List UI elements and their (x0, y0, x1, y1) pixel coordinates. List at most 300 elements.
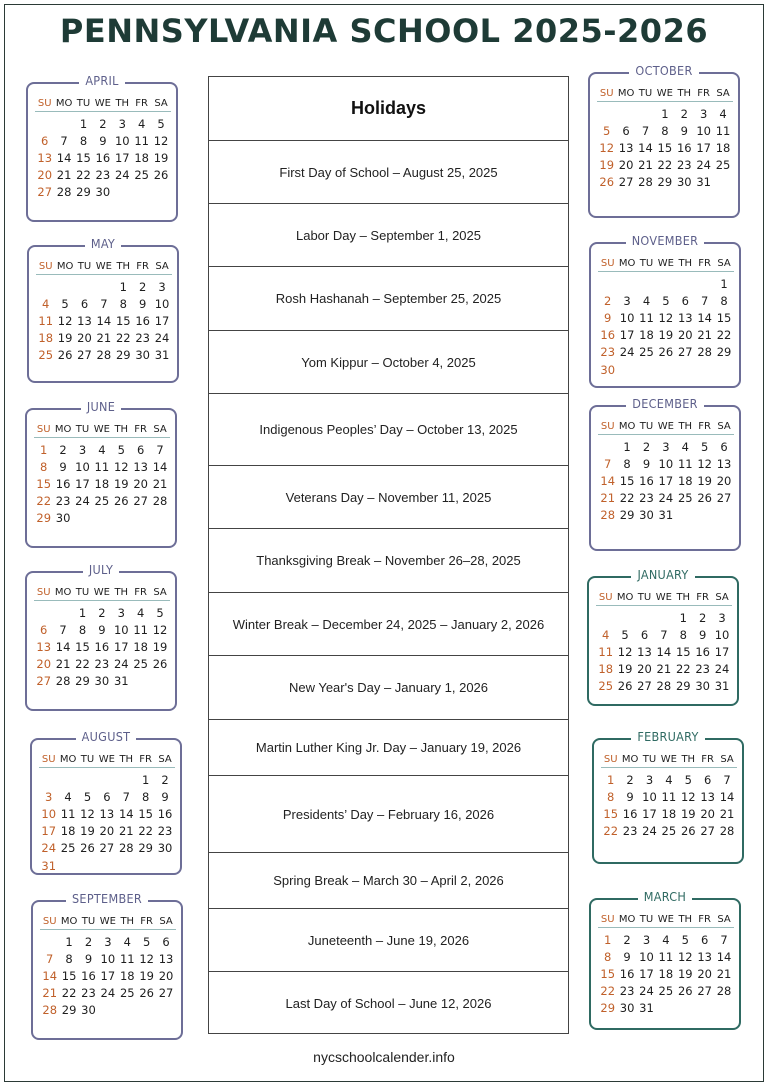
day-cell: 4 (665, 772, 673, 787)
holiday-row: Juneteenth – June 19, 2026 (209, 909, 568, 972)
calendar-grid (35, 96, 171, 201)
day-cell: 19 (139, 968, 154, 983)
week-row (39, 823, 175, 840)
weekday-header-row (598, 256, 734, 272)
day-cell: 17 (114, 150, 130, 165)
weekday-header: SA (717, 258, 731, 269)
day-cell: 16 (157, 806, 173, 821)
weekday-header: TH (678, 914, 693, 925)
holiday-row: Winter Break – December 24, 2025 – January 2, 2026 (209, 593, 568, 656)
week-row (601, 823, 737, 840)
day-cell: 1 (604, 932, 612, 947)
weekday-header: TU (639, 421, 654, 432)
day-cell: 2 (98, 605, 106, 620)
day-cell: 21 (656, 662, 672, 677)
week-row (34, 656, 170, 673)
day-cell: 25 (133, 657, 148, 672)
day-cell: 1 (679, 610, 687, 625)
day-cell: 21 (716, 966, 732, 981)
day-cell: 17 (154, 313, 170, 328)
day-cell: 11 (677, 456, 693, 471)
week-row (35, 184, 171, 201)
day-cell: 6 (80, 296, 89, 311)
weekday-header: MO (60, 916, 78, 927)
day-cell: 5 (621, 627, 629, 642)
month-name-label: MAY (85, 236, 121, 251)
day-cell: 19 (677, 966, 693, 981)
weekday-header: SA (153, 424, 167, 435)
day-cell: 23 (639, 491, 654, 506)
day-cell: 15 (138, 806, 153, 821)
calendar-grid (598, 256, 734, 378)
week-row (598, 1000, 734, 1017)
day-cell: 11 (715, 123, 731, 138)
weekday-header: WE (98, 754, 115, 765)
day-cell: 22 (603, 824, 619, 839)
day-cell: 30 (600, 362, 616, 377)
day-cell: 8 (607, 789, 615, 804)
day-cell: 7 (59, 622, 67, 637)
day-cell: 4 (136, 605, 145, 620)
day-cell: 8 (661, 123, 669, 138)
day-cell: 17 (639, 966, 654, 981)
day-cell: 19 (113, 476, 129, 491)
calendar-grid (598, 419, 734, 524)
week-row (601, 788, 737, 805)
week-row (598, 275, 734, 292)
week-row (596, 661, 732, 678)
day-cell: 8 (604, 949, 612, 964)
week-row (598, 327, 734, 344)
day-cell: 4 (42, 296, 50, 311)
day-cell: 24 (100, 986, 116, 1001)
day-cell: 4 (123, 934, 131, 949)
day-cell: 6 (681, 293, 689, 308)
day-cell: 5 (156, 605, 164, 620)
week-row (36, 278, 172, 295)
day-cell: 14 (56, 150, 72, 165)
day-cell: 19 (617, 662, 633, 677)
weekday-header: SU (599, 88, 614, 99)
weekday-header-row (597, 86, 733, 102)
day-cell: 5 (83, 789, 92, 804)
day-cell: 9 (84, 951, 93, 966)
holiday-row: Yom Kippur – October 4, 2025 (209, 331, 568, 394)
day-cell: 13 (133, 459, 148, 474)
month-name (27, 399, 175, 414)
day-cell: 15 (657, 140, 673, 155)
day-cell: 28 (55, 674, 71, 689)
day-cell: 29 (675, 679, 691, 694)
week-row (597, 157, 733, 174)
day-cell: 7 (156, 442, 164, 457)
day-cell: 5 (603, 123, 611, 138)
day-cell: 23 (95, 168, 111, 183)
weekday-header: TU (80, 754, 95, 765)
day-cell: 18 (94, 476, 110, 491)
day-cell: 9 (98, 622, 106, 637)
weekday-header: SU (598, 592, 613, 603)
month-name (32, 729, 180, 744)
week-row (35, 132, 171, 149)
calendar-grid (598, 912, 734, 1017)
day-cell: 19 (658, 328, 674, 343)
day-cell: 28 (638, 175, 653, 190)
week-row (36, 312, 172, 329)
day-cell: 27 (637, 679, 652, 694)
day-cell: 3 (117, 605, 125, 620)
day-cell: 22 (619, 491, 635, 506)
day-cell: 4 (137, 116, 146, 131)
weekday-header: WE (93, 424, 110, 435)
week-row (598, 983, 734, 1000)
weekday-header: WE (94, 98, 111, 109)
week-row (36, 330, 172, 347)
day-cell: 29 (138, 841, 153, 856)
day-cell: 18 (677, 473, 693, 488)
month-name-label: DECEMBER (626, 396, 703, 411)
day-cell: 30 (55, 511, 71, 526)
day-cell: 3 (642, 932, 651, 947)
calendar-grid (36, 259, 172, 364)
day-cell: 27 (77, 348, 92, 363)
day-cell: 5 (61, 296, 69, 311)
day-cell: 21 (719, 806, 735, 821)
weekday-header: SA (717, 914, 731, 925)
day-cell: 19 (153, 150, 169, 165)
week-row (597, 122, 733, 139)
month-calendar-november (589, 233, 741, 388)
day-cell: 14 (656, 644, 672, 659)
calendar-grid (39, 752, 175, 874)
day-cell: 10 (639, 949, 654, 964)
week-row (598, 309, 734, 326)
day-cell: 10 (100, 951, 116, 966)
weekday-header: TH (681, 754, 696, 765)
day-cell: 8 (78, 622, 87, 637)
week-row (598, 931, 734, 948)
day-cell: 11 (133, 622, 148, 637)
day-cell: 21 (55, 657, 71, 672)
weekday-header: WE (655, 592, 672, 603)
weekday-header: SA (154, 98, 168, 109)
day-cell: 29 (716, 345, 732, 360)
week-row (39, 771, 175, 788)
month-name-label: NOVEMBER (626, 233, 705, 248)
day-cell: 31 (714, 679, 730, 694)
month-calendar-october (588, 63, 740, 218)
day-cell: 8 (141, 789, 150, 804)
week-row (596, 626, 732, 643)
weekday-header: MO (618, 258, 636, 269)
day-cell: 14 (96, 313, 112, 328)
day-cell: 23 (619, 984, 635, 999)
day-cell: 12 (113, 459, 129, 474)
holiday-row: Rosh Hashanah – September 25, 2025 (209, 267, 568, 331)
day-cell: 28 (42, 1003, 58, 1018)
day-cell: 18 (38, 331, 54, 346)
day-cell: 30 (157, 841, 173, 856)
weekday-header: WE (93, 587, 110, 598)
weekday-header: FR (140, 916, 153, 927)
week-row (596, 678, 732, 695)
day-cell: 10 (113, 622, 129, 637)
day-cell: 20 (637, 662, 652, 677)
weekday-header: TU (81, 916, 96, 927)
day-cell: 20 (716, 473, 732, 488)
day-cell: 15 (61, 968, 77, 983)
day-cell: 15 (716, 310, 732, 325)
day-cell: 14 (697, 310, 712, 325)
weekday-header-row (601, 752, 737, 768)
weekday-header: WE (99, 916, 116, 927)
day-cell: 11 (639, 310, 654, 325)
day-cell: 6 (720, 439, 728, 454)
day-cell: 8 (119, 296, 127, 311)
weekday-header-row (34, 422, 170, 438)
weekday-header: SA (715, 592, 729, 603)
weekday-header: TH (678, 421, 693, 432)
weekday-header-row (36, 259, 172, 275)
week-row (601, 771, 737, 788)
day-cell: 3 (718, 610, 726, 625)
day-cell: 15 (619, 473, 635, 488)
holiday-row: Spring Break – March 30 – April 2, 2026 (209, 853, 568, 909)
holiday-row: Veterans Day – November 11, 2025 (209, 466, 568, 529)
weekday-header: MO (617, 88, 635, 99)
day-cell: 25 (94, 494, 110, 509)
weekday-header: TH (114, 587, 129, 598)
day-cell: 7 (720, 932, 728, 947)
day-cell: 31 (154, 348, 170, 363)
weekday-header: MO (56, 261, 74, 272)
weekday-header: TH (677, 88, 692, 99)
week-row (598, 965, 734, 982)
day-cell: 27 (700, 824, 715, 839)
month-name (33, 891, 181, 906)
month-name (591, 396, 739, 411)
holiday-row: First Day of School – August 25, 2025 (209, 141, 568, 204)
weekday-header: SA (158, 754, 172, 765)
day-cell: 29 (76, 185, 91, 200)
day-cell: 2 (642, 439, 651, 454)
day-cell: 9 (623, 949, 631, 964)
weekday-header: SU (37, 98, 52, 109)
day-cell: 1 (141, 772, 150, 787)
calendar-grid (34, 585, 170, 690)
month-name (27, 562, 175, 577)
weekday-header: TU (76, 98, 91, 109)
day-cell: 5 (157, 116, 165, 131)
month-calendar-june (25, 399, 177, 548)
day-cell: 9 (626, 789, 634, 804)
weekday-header: FR (696, 592, 709, 603)
day-cell: 23 (157, 824, 173, 839)
weekday-header: FR (134, 587, 147, 598)
day-cell: 6 (700, 932, 709, 947)
day-cell: 4 (98, 442, 106, 457)
day-cell: 20 (37, 168, 53, 183)
day-cell: 13 (618, 140, 634, 155)
weekday-header: FR (701, 754, 714, 765)
day-cell: 6 (640, 627, 649, 642)
weekday-header: FR (135, 98, 148, 109)
weekday-header: TH (120, 916, 135, 927)
weekday-header: SU (41, 754, 56, 765)
weekday-header-row (34, 585, 170, 601)
day-cell: 10 (154, 296, 170, 311)
day-cell: 27 (697, 984, 712, 999)
day-cell: 11 (119, 951, 135, 966)
day-cell: 1 (720, 276, 728, 291)
day-cell: 31 (113, 674, 129, 689)
weekday-header: SU (600, 914, 615, 925)
month-name-label: FEBRUARY (631, 729, 704, 744)
day-cell: 17 (41, 824, 57, 839)
day-cell: 24 (639, 984, 654, 999)
weekday-header: FR (139, 754, 152, 765)
day-cell: 16 (676, 140, 692, 155)
weekday-header: TH (115, 98, 130, 109)
day-cell: 4 (681, 439, 689, 454)
day-cell: 5 (700, 439, 709, 454)
week-row (597, 139, 733, 156)
week-row (40, 950, 176, 967)
day-cell: 27 (677, 345, 693, 360)
month-name-label: OCTOBER (629, 63, 698, 78)
day-cell: 4 (64, 789, 72, 804)
day-cell: 9 (698, 627, 707, 642)
day-cell: 18 (60, 824, 76, 839)
day-cell: 1 (661, 106, 669, 121)
day-cell: 7 (100, 296, 108, 311)
day-cell: 26 (80, 841, 95, 856)
week-row (598, 361, 734, 378)
day-cell: 7 (660, 627, 668, 642)
day-cell: 8 (720, 293, 728, 308)
day-cell: 25 (639, 345, 654, 360)
day-cell: 15 (115, 313, 131, 328)
holiday-row: Labor Day – September 1, 2025 (209, 204, 568, 267)
week-row (40, 933, 176, 950)
day-cell: 18 (133, 639, 148, 654)
day-cell: 1 (40, 442, 48, 457)
month-calendar-march (589, 889, 741, 1030)
weekday-header: WE (660, 754, 677, 765)
week-row (598, 455, 734, 472)
weekday-header: WE (657, 914, 674, 925)
day-cell: 25 (38, 348, 54, 363)
day-cell: 17 (75, 476, 90, 491)
day-cell: 27 (133, 494, 148, 509)
day-cell: 7 (60, 133, 68, 148)
week-row (35, 167, 171, 184)
day-cell: 19 (697, 473, 712, 488)
day-cell: 29 (619, 508, 635, 523)
weekday-header-row (39, 752, 175, 768)
calendar-grid (34, 422, 170, 527)
day-cell: 27 (716, 491, 732, 506)
week-row (596, 609, 732, 626)
month-calendar-december (589, 396, 741, 551)
day-cell: 15 (675, 644, 691, 659)
weekday-header: SA (720, 754, 734, 765)
day-cell: 22 (61, 986, 77, 1001)
weekday-header: WE (657, 258, 674, 269)
day-cell: 1 (607, 772, 615, 787)
day-cell: 7 (700, 293, 709, 308)
day-cell: 7 (723, 772, 731, 787)
day-cell: 13 (77, 313, 92, 328)
weekday-header: TH (676, 592, 691, 603)
day-cell: 14 (600, 473, 616, 488)
holiday-row: Indigenous Peoples’ Day – October 13, 2025 (209, 394, 568, 466)
day-cell: 23 (600, 345, 616, 360)
day-cell: 6 (162, 934, 170, 949)
day-cell: 20 (677, 328, 693, 343)
day-cell: 31 (658, 508, 674, 523)
day-cell: 2 (161, 772, 169, 787)
weekday-header: TU (639, 914, 654, 925)
month-calendar-july (25, 562, 177, 711)
weekday-header: FR (697, 88, 710, 99)
day-cell: 14 (152, 459, 168, 474)
day-cell: 21 (118, 824, 134, 839)
week-row (598, 948, 734, 965)
weekday-header: SU (600, 421, 615, 432)
weekday-header: SU (36, 587, 51, 598)
day-cell: 13 (677, 310, 693, 325)
day-cell: 26 (680, 824, 696, 839)
week-row (36, 295, 172, 312)
month-name-label: SEPTEMBER (66, 891, 148, 906)
day-cell: 24 (113, 657, 129, 672)
day-cell: 26 (153, 168, 169, 183)
week-row (597, 105, 733, 122)
day-cell: 16 (600, 328, 616, 343)
day-cell: 28 (152, 494, 168, 509)
day-cell: 24 (154, 331, 170, 346)
day-cell: 12 (658, 310, 674, 325)
month-name-label: MARCH (638, 889, 692, 904)
day-cell: 10 (619, 310, 635, 325)
day-cell: 18 (658, 966, 674, 981)
day-cell: 12 (152, 622, 168, 637)
day-cell: 3 (78, 442, 87, 457)
day-cell: 14 (118, 806, 134, 821)
day-cell: 25 (661, 824, 677, 839)
day-cell: 12 (617, 644, 633, 659)
day-cell: 23 (676, 158, 692, 173)
weekday-header: MO (59, 754, 77, 765)
day-cell: 11 (598, 644, 614, 659)
day-cell: 26 (599, 175, 615, 190)
day-cell: 7 (46, 951, 54, 966)
week-row (598, 344, 734, 361)
day-cell: 12 (80, 806, 95, 821)
day-cell: 12 (153, 133, 169, 148)
day-cell: 29 (36, 511, 52, 526)
month-name (590, 63, 738, 78)
day-cell: 5 (117, 442, 125, 457)
month-calendar-september (31, 891, 183, 1040)
day-cell: 12 (139, 951, 154, 966)
day-cell: 29 (75, 674, 90, 689)
day-cell: 8 (679, 627, 687, 642)
day-cell: 2 (99, 116, 107, 131)
day-cell: 24 (658, 491, 674, 506)
day-cell: 2 (680, 106, 688, 121)
